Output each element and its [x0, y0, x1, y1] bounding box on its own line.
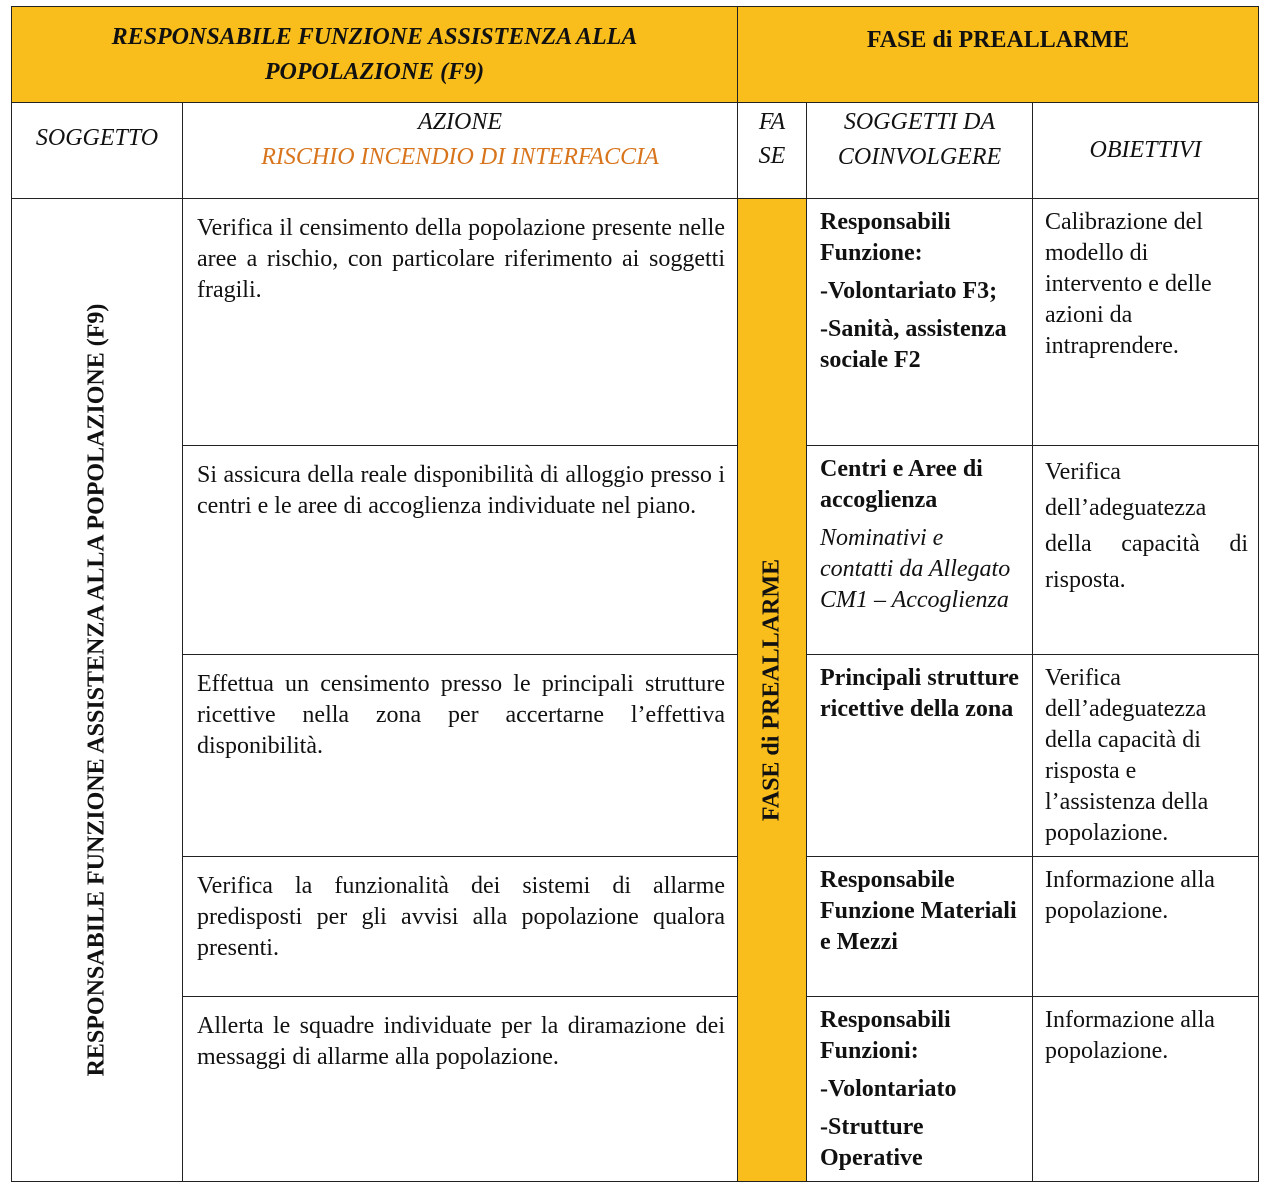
objective-cell: Calibrazione del modello di intervento e delle azioni da intraprendere.: [1033, 199, 1259, 446]
soggetti-cell: [807, 446, 1033, 655]
fase-vertical-label: FASE di PREALLARME: [758, 558, 785, 822]
objective-cell: Verifica dell’adeguatezza della capacità di risposta.: [1033, 446, 1259, 655]
col-fase-line1: FA: [758, 109, 786, 135]
action-cell: Si assicura della reale disponibilità di alloggio presso i centri e le aree di accoglienza individuate nel piano.: [183, 446, 738, 655]
soggetti-cell: [807, 199, 1033, 446]
col-soggetti: [807, 103, 1033, 199]
objective-cell: Informazione alla popolazione.: [1033, 997, 1259, 1182]
col-azione: [183, 103, 738, 199]
col-obiettivi: OBIETTIVI: [1033, 103, 1259, 199]
col-fase: [738, 103, 807, 199]
action-cell: Allerta le squadre individuate per la diramazione dei messaggi di allarme alla popolazione.: [183, 997, 738, 1182]
col-azione-subtitle: RISCHIO INCENDIO DI INTERFACCIA: [261, 144, 659, 170]
soggetti-cell: [807, 997, 1033, 1182]
table-row: [12, 655, 1259, 857]
col-fase-line2: SE: [758, 143, 786, 169]
column-header-row: [12, 103, 1259, 199]
table-row: [12, 857, 1259, 997]
soggetti-line: -Volontariato F3;: [820, 278, 998, 304]
soggetti-line: Centri e Aree di accoglienza: [820, 456, 983, 513]
soggetti-line: -Volontariato: [820, 1076, 957, 1102]
table-row: [12, 997, 1259, 1182]
soggetti-line: Responsabile Funzione Materiali e Mezzi: [820, 867, 1017, 955]
col-azione-label: AZIONE: [418, 109, 502, 135]
header-title: RESPONSABILE FUNZIONE ASSISTENZA ALLA POPOLAZIONE (F9): [12, 7, 738, 103]
action-cell: Verifica il censimento della popolazione presente nelle aree a rischio, con particolare riferimento ai soggetti fragili.: [183, 199, 738, 446]
fase-cell: [738, 199, 807, 1182]
header-phase: FASE di PREALLARME: [738, 7, 1259, 103]
soggetto-cell: [12, 199, 183, 1182]
objective-cell: Verifica dell’adeguatezza della capacità di risposta e l’assistenza della popolazione.: [1033, 655, 1259, 857]
col-soggetto: SOGGETTO: [12, 103, 183, 199]
header-row: [12, 7, 1259, 103]
col-soggetti-line1: SOGGETTI DA: [843, 109, 996, 135]
soggetti-line: -Strutture Operative: [820, 1114, 924, 1171]
table-row: [12, 446, 1259, 655]
soggetti-cell: [807, 857, 1033, 997]
soggetti-line: Responsabili Funzioni:: [820, 1007, 951, 1064]
soggetti-line: Principali strutture ricettive della zona: [820, 665, 1019, 722]
soggetti-line: -Sanità, assistenza sociale F2: [820, 316, 1007, 373]
soggetti-line: Responsabili Funzione:: [820, 209, 951, 266]
action-cell: Verifica la funzionalità dei sistemi di allarme predisposti per gli avvisi alla popolazione qualora presenti.: [183, 857, 738, 997]
soggetto-vertical-label: RESPONSABILE FUNZIONE ASSISTENZA ALLA POPOLAZIONE (F9): [83, 303, 110, 1077]
soggetti-note: Nominativi e contatti da Allegato CM1 – Accoglienza: [820, 525, 1011, 613]
table-row: [12, 199, 1259, 446]
objective-cell: Informazione alla popolazione.: [1033, 857, 1259, 997]
soggetti-cell: [807, 655, 1033, 857]
action-cell: Effettua un censimento presso le principali strutture ricettive nella zona per accertarne l’effettiva disponibilità.: [183, 655, 738, 857]
col-soggetti-line2: COINVOLGERE: [837, 144, 1002, 170]
procedure-table: [11, 6, 1259, 1182]
